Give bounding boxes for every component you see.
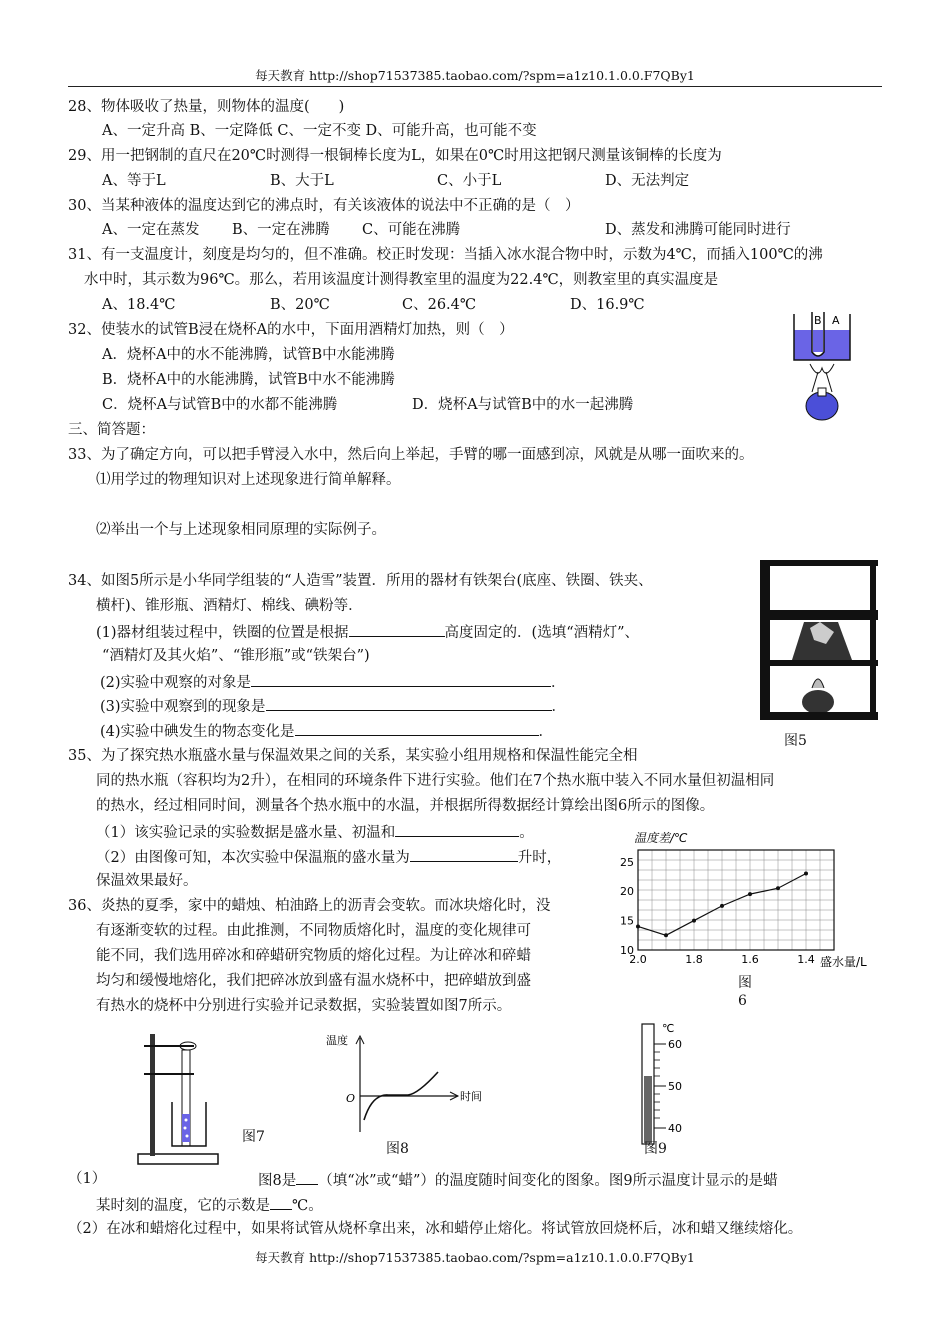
fig9-liquid	[644, 1076, 652, 1144]
fig6-caption-2: 6	[738, 993, 747, 1009]
fig8-graph	[318, 1028, 498, 1138]
q31-line1: 31、有一支温度计，刻度是均匀的，但不准确。校正时发现：当插入冰水混合物中时，示数为4℃，而插入100℃的沸	[68, 247, 823, 263]
fig9-thermometer	[634, 1020, 698, 1148]
fig9-tick-50: 50	[668, 1080, 682, 1093]
q35-part1-text-a: （1）该实验记录的实验数据是盛水量、初温和	[96, 825, 396, 841]
q35-blank-1[interactable]	[395, 820, 519, 837]
fig8-ylabel: 温度	[326, 1034, 348, 1047]
page-footer: 每天教育 http://shop71537385.taobao.com/?spm=a1z10.1.0.0.F7QBy1	[255, 1250, 695, 1265]
fig5-caption: 图5	[784, 733, 807, 749]
crossbar	[760, 610, 878, 620]
q36-part2: （2）在冰和蜡熔化过程中，如果将试管从烧杯拿出来，冰和蜡停止熔化。将试管放回烧杯后，冰和蜡又继续熔化。	[68, 1221, 803, 1237]
q36-part1	[258, 1168, 778, 1192]
fig9-unit: ℃	[662, 1022, 675, 1035]
q35-part1-text-b: 。	[519, 825, 534, 841]
alcohol-lamp-5	[802, 690, 834, 714]
fig6-data-point	[776, 886, 780, 890]
q34-blank-4[interactable]	[295, 719, 539, 736]
fig6-data-point	[692, 919, 696, 923]
q29-option-d: D、无法判定	[605, 173, 690, 189]
q36-part1-marker: （1）	[68, 1171, 107, 1187]
stand-base	[760, 712, 878, 720]
q34-part1	[96, 620, 639, 644]
fig6-ytick-label: 10	[620, 944, 634, 957]
q36-line1: 36、炎热的夏季，家中的蜡烛、柏油路上的沥青会变软。而冰块熔化时，没	[68, 898, 551, 914]
fig6-chart	[610, 826, 882, 972]
q35-part2-text-b: 升时，	[517, 850, 562, 866]
fig7-rod	[150, 1034, 155, 1156]
q34-part4	[100, 719, 553, 743]
fig-label-a: A	[832, 314, 840, 327]
stand-rod	[760, 560, 770, 720]
q36-part1-text-c: （填“冰”或“蜡”）的温度随时间变化的图象。图9所示温度计显示的是蜡	[318, 1173, 778, 1189]
fig6-ytick-label: 25	[620, 855, 634, 869]
fig6-ylabel: 温度差/℃	[634, 831, 688, 845]
section-3-title: 三、简答题：	[68, 422, 155, 438]
q32-option-c: C．烧杯A与试管B中的水都不能沸腾	[102, 397, 338, 413]
q33-part2: ⑵举出一个与上述现象相同原理的实际例子。	[96, 522, 386, 538]
q34-part2-dot: ．	[551, 675, 566, 691]
fig7-caption: 图7	[242, 1129, 265, 1145]
q29-option-c: C、小于L	[437, 173, 502, 189]
q34-part3-dot: ．	[551, 699, 567, 715]
q29-option-a: A、等于L	[102, 173, 166, 189]
fig6-data-point	[636, 924, 640, 928]
q34-blank-3[interactable]	[266, 694, 552, 711]
fig6-data-point	[748, 892, 752, 896]
q34-part2-text: (2)实验中观察的对象是	[100, 675, 252, 691]
fig9-caption: 图9	[644, 1141, 667, 1157]
fig-label-b: B	[814, 314, 822, 327]
q31-option-a: A、18.4℃	[102, 297, 176, 313]
fig6-xtick-label: 2.0	[629, 953, 647, 966]
q30-stem: 30、当某种液体的温度达到它的沸点时，有关该液体的说法中不正确的是（ ）	[68, 198, 580, 214]
q34-part4-dot: ．	[538, 724, 554, 740]
fig7-apparatus	[124, 1028, 236, 1168]
q30-option-c: C、可能在沸腾	[362, 222, 461, 238]
fig6-data-point	[664, 933, 668, 937]
top-bar	[760, 560, 878, 566]
q36-line4: 均匀和缓慢地熔化，我们把碎冰放到盛有温水烧杯中，把碎蜡放到盛	[96, 973, 531, 989]
q35-part1	[96, 820, 534, 844]
q36-part1-text-d: 某时刻的温度，它的示数是	[96, 1198, 270, 1214]
q31-option-c: C、26.4℃	[402, 297, 477, 313]
q32-option-b: B．烧杯A中的水能沸腾，试管B中水不能沸腾	[102, 372, 395, 388]
q28-options: A、一定升高 B、一定降低 C、一定不变 D、可能升高，也可能不变	[102, 123, 537, 139]
q36-line5: 有热水的烧杯中分别进行实验并记录数据，实验装置如图7所示。	[96, 998, 512, 1014]
q33-stem: 33、为了确定方向，可以把手臂浸入水中，然后向上举起，手臂的哪一面感到凉，风就是从哪一面吹来的。	[68, 447, 754, 463]
q30-option-b: B、一定在沸腾	[232, 222, 330, 238]
q29-stem: 29、用一把钢制的直尺在20℃时测得一根铜棒长度为L，如果在0℃时用这把钢尺测量该铜棒的长度为	[68, 148, 722, 164]
q30-option-d: D、蒸发和沸腾可能同时进行	[605, 222, 791, 238]
fig6-xtick-label: 1.4	[797, 953, 815, 966]
q32-option-d: D．烧杯A与试管B中的水一起沸腾	[412, 397, 634, 413]
fig6-xtick-label: 1.8	[685, 953, 703, 966]
q34-part1-options: “酒精灯及其火焰”、“锥形瓶”或“铁架台”)	[102, 648, 370, 664]
q34-part2	[100, 670, 566, 694]
q36-line3: 能不同，我们选用碎冰和碎蜡研究物质的熔化过程。为让碎冰和碎蜡	[96, 948, 531, 964]
q31-option-b: B、20℃	[270, 297, 330, 313]
q35-line3: 的热水，经过相同时间，测量各个热水瓶中的水温，并根据所得数据经计算绘出图6所示的图像。	[96, 798, 715, 814]
fig6-ytick-label: 15	[620, 914, 634, 928]
q35-part2-cont: 保温效果最好。	[96, 873, 198, 889]
q35-blank-2[interactable]	[410, 845, 518, 862]
fig8-origin: O	[346, 1092, 356, 1105]
fig6-ytick-label: 20	[620, 885, 634, 899]
q31-option-d: D、16.9℃	[570, 297, 645, 313]
q34-part1-text-b: 高度固定的．(选填“酒精灯”、	[444, 625, 640, 641]
q35-part2	[96, 845, 561, 869]
q34-part1-text-a: (1)器材组装过程中，铁圈的位置是根据	[96, 625, 349, 641]
q34-part3	[100, 694, 566, 718]
q36-part1-cont	[96, 1193, 323, 1217]
q35-line1: 35、为了探究热水瓶盛水量与保温效果之间的关系，某实验小组用规格和保温性能完全相	[68, 748, 638, 764]
fig8-caption: 图8	[386, 1141, 409, 1157]
header-rule	[68, 86, 882, 87]
q34-part4-text: (4)实验中碘发生的物态变化是	[100, 724, 295, 740]
fig6-xlabel: 盛水量/L	[820, 955, 867, 969]
q36-part1-text-e: ℃。	[292, 1198, 323, 1214]
q32-stem: 32、使装水的试管B浸在烧杯A的水中，下面用酒精灯加热，则（ ）	[68, 322, 514, 338]
fig6-data-point	[720, 904, 724, 908]
page-header: 每天教育 http://shop71537385.taobao.com/?spm=a1z10.1.0.0.F7QBy1	[255, 68, 695, 83]
fig8-xlabel: 时间	[460, 1090, 482, 1103]
q34-blank-2[interactable]	[251, 670, 551, 687]
q31-line2: 水中时，其示数为96℃。那么，若用该温度计测得教室里的温度为22.4℃，则教室里的真实温度是	[84, 272, 719, 288]
fig6-data-point	[804, 872, 808, 876]
fig6-caption-1: 图	[738, 975, 752, 991]
fig9-tick-40: 40	[668, 1122, 682, 1135]
q34-blank-1[interactable]	[349, 620, 445, 637]
q34-line1: 34、如图5所示是小华同学组装的“人造雪”装置．所用的器材有铁架台(底座、铁圈、铁夹、	[68, 573, 653, 589]
fig9-tick-60: 60	[668, 1038, 682, 1051]
q32-figure-beaker	[788, 308, 858, 426]
q28-stem: 28、物体吸收了热量，则物体的温度( )	[68, 99, 345, 115]
q36-line2: 有逐渐变软的过程。由此推测，不同物质熔化时，温度的变化规律可	[96, 923, 531, 939]
fig6-xtick-label: 1.6	[741, 953, 759, 966]
q36-blank-2[interactable]	[270, 1193, 292, 1210]
fig5-snow-apparatus	[752, 552, 884, 724]
q36-part1-text-b: 图8是	[258, 1173, 297, 1189]
q30-option-a: A、一定在蒸发	[102, 222, 200, 238]
iron-ring	[760, 660, 878, 666]
q29-option-b: B、大于L	[270, 173, 334, 189]
q36-blank-1[interactable]	[296, 1168, 318, 1185]
q35-line2: 同的热水瓶（容积均为2升），在相同的环境条件下进行实验。他们在7个热水瓶中装入不同水量但初温相同	[96, 773, 775, 789]
q34-part3-text: (3)实验中观察到的现象是	[100, 699, 266, 715]
q32-option-a: A．烧杯A中的水不能沸腾，试管B中水能沸腾	[102, 347, 395, 363]
q35-part2-text-a: （2）由图像可知，本次实验中保温瓶的盛水量为	[96, 850, 410, 866]
q33-part1: ⑴用学过的物理知识对上述现象进行简单解释。	[96, 472, 401, 488]
q34-line2: 横杆)、锥形瓶、酒精灯、棉线、碘粉等．	[96, 598, 363, 614]
